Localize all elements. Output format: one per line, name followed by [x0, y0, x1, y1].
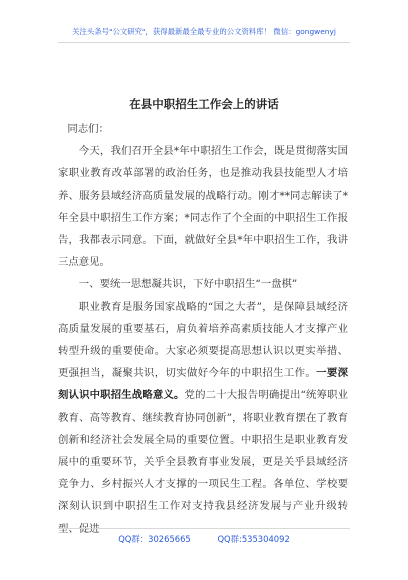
document-title: 在县中职招生工作会上的讲话	[129, 97, 279, 111]
section-heading-1: 一、要统一思想凝共识，下好中职招生“一盘棋”	[78, 278, 298, 291]
footer-qq-group-1: QQ群：30265665	[118, 534, 191, 544]
document-body	[58, 118, 348, 540]
header-note: 关注头条号"公文研究"，获得最新最全最专业的公文资料库！ 微信：gongwenyj	[72, 27, 336, 36]
bold-emphasis: 一要深刻认识中职招生战略意义。	[58, 367, 349, 402]
footer	[0, 533, 408, 545]
footer-qq-group-2: QQ群:535304092	[217, 534, 290, 544]
header-divider	[58, 42, 350, 43]
footer-divider	[58, 528, 350, 529]
paragraph-section-1	[58, 296, 348, 540]
paragraph-text: 党的二十大报告明确提出“统筹职业教育、高等教育、继续教育协同创新”，将职业教育摆在了教育创新和经济社会发展全局的重要位置。中职招生是职业教育发展中的重要环节，关乎全县教育事业发展，更是关乎县域经济竞争力、乡村振兴人才支撑的一项民生工程。各单位、学校要深刻认识到中职招生工作对支持我县经济发展与产业升级转型、促进	[58, 389, 349, 535]
paragraph-text: 职业教育是服务国家战略的“国之大者”，是保障县域经济高质量发展的重要基石，肩负着培养高素质技能人才支撑产业转型升级的重要使命。大家必须要提高思想认识以更实举措、更强担当，凝聚共识，切实做好今年的中职招生工作。	[58, 300, 348, 380]
salutation: 同志们：	[67, 123, 109, 135]
paragraph-intro: 今天，我们召开全县*年中职招生工作会，既是贯彻落实国家职业教育改革部署的政治任务，也是推动我县技能型人才培养、服务县域经济高质量发展的战略行动。刚才**同志解读了*年全县中职招生工作方案；*同志作了个全面的中职招生工作报告，我都表示同意。下面，就做好全县*年中职招生工作，我讲三点意见。	[58, 145, 348, 269]
